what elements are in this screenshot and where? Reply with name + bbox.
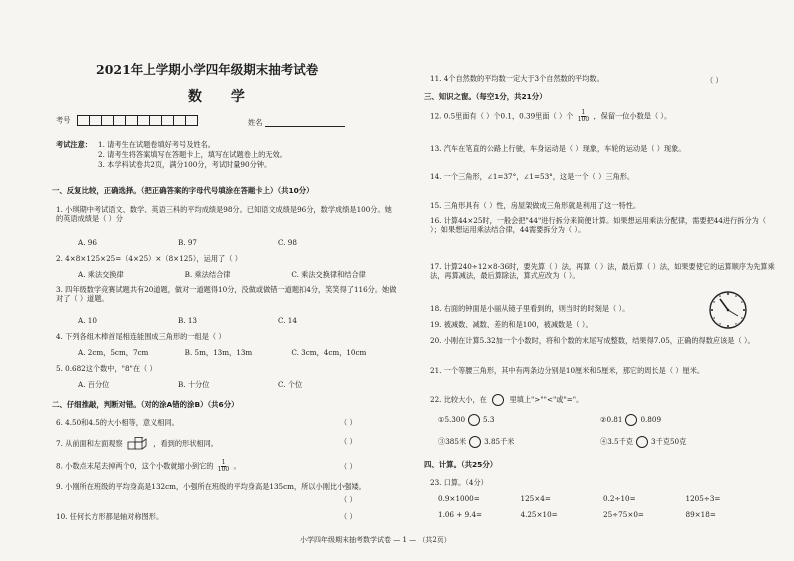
fraction-denominator: 100 — [217, 466, 230, 473]
question-7-text-b: ，看到的形状相同。 — [153, 439, 218, 448]
question-23: 23. 口算。（4分） — [430, 478, 488, 487]
exam-title: 2021年上学期小学四年级期末抽考试卷 — [96, 62, 319, 77]
question-22-text-b: 里填上">""<"或"="。 — [509, 395, 584, 404]
option[interactable]: B. 13 — [178, 316, 197, 325]
question-2-options — [78, 270, 398, 279]
question-5-options — [78, 380, 378, 389]
answer-paren[interactable]: （ ） — [340, 495, 357, 504]
exam-number-label: 考号 — [56, 115, 71, 125]
name-label: 姓名 — [248, 118, 263, 127]
question-15: 15. 三角形具有（ ）性，房屋架做成三角形就是利用了这一特性。 — [430, 201, 641, 210]
answer-paren[interactable]: （ ） — [340, 462, 357, 471]
question-22 — [430, 394, 583, 406]
question-19: 19. 被减数、减数、差的和是100，被减数是（ ）。 — [430, 320, 593, 329]
question-16: 16. 计算44×25时，一般会把"44"进行拆分来简便计算。如果想运用乘法分配律，需要把44进行拆分为（ ）；如果想运用乘法结合律，44需要拆分为（ ）。 — [430, 216, 767, 235]
option[interactable]: B. 97 — [178, 238, 197, 247]
question-4: 4. 下列各组木棒首尾相连能围成三角形的一组是（ ） — [56, 332, 226, 341]
compare-item-4 — [600, 436, 686, 448]
compare-circle[interactable] — [469, 436, 481, 448]
question-4-options — [78, 348, 398, 357]
compare-item-3 — [438, 436, 515, 448]
question-1: 1. 小琪期中考试语文、数学、英语三科的平均成绩是98分。已知语文成绩是96分，数学成绩是100分。她的英语成绩是（ ）分 — [56, 205, 392, 224]
option[interactable]: B. 5m，13m，13m — [184, 348, 253, 357]
page-footer: 小学四年级期末抽考数学试卷 — 1 — （共2页） — [300, 536, 451, 544]
compare-left: ①5.300 — [438, 415, 466, 424]
question-20: 20. 小刚在计算5.32加一个小数时，将和个数的末尾写成整数，结果得7.05，正确的得数应该是（ ）。 — [430, 336, 755, 345]
question-2: 2. 4×8×125×25=（4×25）×（8×125），运用了（ ） — [56, 254, 242, 263]
compare-right: 3千克50克 — [651, 437, 687, 446]
section-2-title: 二、仔细推敲，判断对错。（对的涂A错的涂B）（共6分） — [52, 400, 239, 409]
arith-item[interactable]: 1205÷3= — [685, 494, 721, 503]
option[interactable]: A. 96 — [78, 238, 97, 247]
option[interactable]: A. 2cm，5cm，7cm — [78, 348, 149, 357]
question-10: 10. 任何长方形都是轴对称图形。 — [56, 512, 164, 521]
option[interactable]: C. 乘法交换律和结合律 — [291, 270, 366, 279]
compare-right: 5.3 — [483, 415, 495, 424]
exam-subject: 数 学 — [188, 89, 257, 105]
question-6: 6. 4.50和4.5的大小相等，意义相同。 — [56, 418, 179, 427]
question-12 — [430, 110, 775, 123]
fraction — [218, 460, 229, 473]
question-7 — [56, 437, 218, 451]
arith-item[interactable]: 0.2÷10= — [603, 494, 636, 503]
compare-right: 0.809 — [640, 415, 662, 424]
arith-item[interactable]: 0.9×1000= — [438, 494, 480, 503]
question-22-text-a: 22. 比较大小，在 — [430, 395, 487, 404]
exam-number-boxes[interactable] — [77, 115, 197, 126]
compare-circle[interactable] — [636, 436, 648, 448]
question-8 — [56, 460, 241, 473]
answer-paren[interactable]: （ ） — [340, 512, 357, 521]
question-3-options — [78, 316, 378, 325]
compare-circle[interactable] — [468, 414, 480, 426]
note-3: 3. 本学科试卷共2页，满分100分，考试时量90分钟。 — [98, 160, 272, 169]
arith-row-2 — [438, 510, 768, 519]
answer-paren[interactable]: （ ） — [340, 418, 357, 427]
question-12-text-a: 12. 0.5里面有（ ）个0.1，0.39里面（ ）个 — [430, 111, 574, 121]
question-1-options — [78, 238, 378, 247]
notes-label: 考试注意： — [56, 140, 92, 149]
arith-item[interactable]: 25÷75×0= — [603, 510, 644, 519]
compare-circle[interactable] — [625, 414, 637, 426]
arith-item[interactable]: 4.25×10= — [520, 510, 558, 519]
note-1: 1. 请考生在试题卷填好考号及姓名。 — [98, 140, 215, 149]
question-17: 17. 计算240÷12×8-36时，要先算（ ）法，再算（ ）法，最后算（ ）法，如果要使它的运算顺序为先算乘法，再算减法，最后算除法，算式应改为（ ）。 — [430, 262, 775, 281]
compare-left: ③385米 — [438, 437, 467, 446]
option[interactable]: C. 个位 — [278, 380, 303, 389]
compare-item-1 — [438, 414, 494, 426]
section-1-title: 一、反复比较，正确选择。（把正确答案的字母代号填涂在答题卡上）（共10分） — [52, 186, 314, 195]
question-11: 11. 4个自然数的平均数一定大于3个自然数的平均数。 — [430, 74, 604, 83]
arith-item[interactable]: 125×4= — [520, 494, 551, 503]
option[interactable]: C. 98 — [278, 238, 297, 247]
question-18: 18. 右面的钟面是小丽从镜子里看到的，则当时的时刻是（ ）。 — [430, 304, 630, 313]
question-9: 9. 小刚所在班级的平均身高是132cm，小强所在班级的平均身高是135cm，所以小刚比小强矮。 — [56, 482, 366, 491]
arith-row-1 — [438, 494, 768, 503]
answer-paren[interactable]: （ ） — [340, 437, 357, 446]
question-13: 13. 汽车在笔直的公路上行驶，车身运动是（ ）现象，车轮的运动是（ ）现象。 — [430, 144, 686, 153]
compare-item-2 — [600, 414, 661, 426]
question-8-text-a: 8. 小数点末尾去掉两个0，这个小数就缩小到它的 — [56, 461, 214, 471]
name-line[interactable] — [265, 118, 345, 127]
option[interactable]: C. 3cm，4cm，10cm — [291, 348, 367, 357]
option[interactable]: A. 百分位 — [78, 380, 110, 389]
option[interactable]: B. 十分位 — [178, 380, 210, 389]
question-12-text-b: ，保留一位小数是（ ）。 — [593, 111, 672, 121]
compare-right: 3.85千米 — [484, 437, 515, 446]
fraction-numerator: 1 — [581, 109, 586, 116]
compare-left: ②0.81 — [600, 415, 623, 424]
mirror-clock-icon — [708, 290, 748, 330]
note-2: 2. 请考生将答案填写在答题卡上，填写在试题卷上的无效。 — [98, 150, 287, 159]
option[interactable]: A. 10 — [78, 316, 97, 325]
fraction-denominator: 100 — [577, 116, 590, 123]
question-5: 5. 0.682这个数中，"8"在（ ） — [56, 364, 157, 373]
name-row — [248, 118, 345, 127]
fraction — [578, 110, 589, 123]
exam-number-row — [56, 115, 197, 126]
compare-left: ④3.5千克 — [600, 437, 633, 446]
arith-item[interactable]: 1.06 + 9.4= — [438, 510, 483, 519]
cube-blocks-icon — [127, 437, 149, 451]
question-8-text-b: 。 — [233, 461, 241, 471]
section-3-title: 三、知识之窗。（每空1分，共21分） — [424, 92, 547, 101]
option[interactable]: A. 乘法交换律 — [78, 270, 124, 279]
compare-circle-icon — [492, 394, 504, 406]
question-3: 3. 四年级数学竞赛试题共有20道题，做对一道题得10分，没做或做错一道题扣4分，笑笑得了116分。她做对了（ ）道题。 — [56, 285, 397, 304]
section-4-title: 四、计算。（共25分） — [424, 460, 498, 469]
arith-item[interactable]: 89×18= — [685, 510, 716, 519]
question-14: 14. 一个三角形，∠1=37°，∠1=53°，这是一个（ ）三角形。 — [430, 172, 635, 181]
question-21: 21. 一个等腰三角形，其中有两条边分别是10厘米和5厘米，那它的周长是（ ）厘米。 — [430, 366, 705, 375]
option[interactable]: C. 14 — [278, 316, 297, 325]
answer-paren[interactable]: （ ） — [706, 76, 723, 85]
option[interactable]: B. 乘法结合律 — [184, 270, 231, 279]
fraction-numerator: 1 — [221, 459, 226, 466]
question-7-text-a: 7. 从前面和左面观察 — [56, 439, 123, 448]
